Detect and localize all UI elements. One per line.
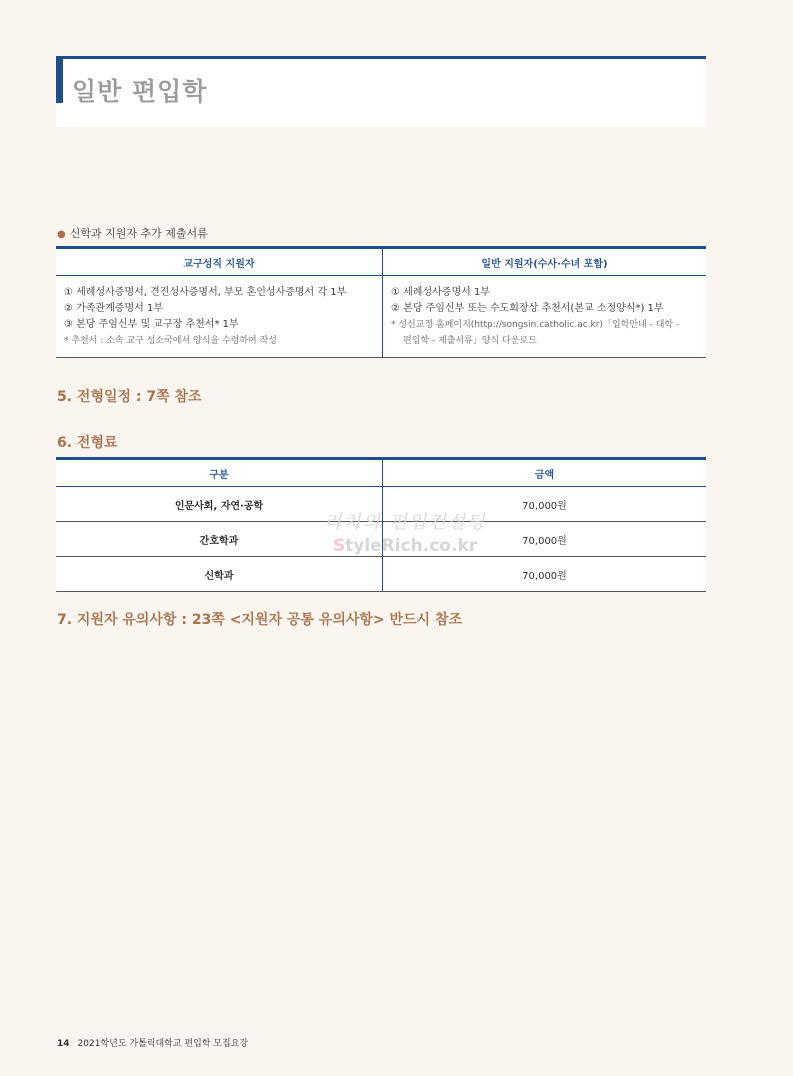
clergy-docs-cell — [56, 276, 383, 358]
table-row — [56, 487, 706, 522]
fee-table — [56, 457, 706, 592]
bullet-icon: ● — [57, 229, 66, 240]
section-6-title: 6. 전형료 — [57, 435, 118, 451]
additional-docs-heading — [57, 225, 208, 241]
column-header-clergy: 교구성직 지원자 — [56, 248, 383, 276]
additional-docs-table — [56, 246, 706, 358]
general-note-line1: * 성신교정 홈페이지(http://songsin.catholic.ac.kr)「입학안내 - 대학 - — [391, 320, 680, 330]
page-number: 14 — [57, 1039, 70, 1049]
footer-text: 2021학년도 가톨릭대학교 편입학 모집요강 — [77, 1039, 249, 1049]
list-item: ① 세례성사증명서, 견진성사증명서, 부모 혼인성사증명서 각 1부 — [64, 287, 347, 298]
watermark-rest: tyleRich.co.kr — [345, 536, 478, 556]
header-accent-bar — [56, 59, 63, 103]
page-footer — [57, 1036, 248, 1049]
fee-category: 인문사회, 자연·공학 — [56, 487, 383, 522]
clergy-note: * 추천서 : 소속 교구 성소국에서 양식을 수령하여 작성 — [64, 336, 277, 346]
general-note-line2: 편입학 - 제출서류」양식 다운로드 — [403, 336, 537, 346]
fee-category: 간호학과 — [56, 522, 383, 557]
list-item: ② 가족관계증명서 1부 — [64, 303, 163, 314]
section-7-title: 7. 지원자 유의사항 : 23쪽 <지원자 공통 유의사항> 반드시 참조 — [57, 612, 462, 628]
column-header-category: 구분 — [56, 459, 383, 487]
page-title: 일반 편입학 — [72, 77, 208, 106]
table-row — [56, 522, 706, 557]
list-item: ③ 본당 주임신부 및 교구장 추천서* 1부 — [64, 319, 239, 330]
column-header-general: 일반 지원자(수사·수녀 포함) — [383, 248, 707, 276]
fee-category: 신학과 — [56, 557, 383, 592]
general-docs-cell — [383, 276, 707, 358]
fee-amount: 70,000원 — [383, 557, 707, 592]
section-5-title: 5. 전형일정 : 7쪽 참조 — [57, 389, 202, 405]
watermark-line1: 리치의 편입컨설팅 — [323, 512, 487, 533]
fee-amount: 70,000원 — [383, 522, 707, 557]
column-header-amount: 금액 — [383, 459, 707, 487]
additional-docs-title: 신학과 지원자 추가 제출서류 — [69, 227, 208, 240]
fee-amount: 70,000원 — [383, 487, 707, 522]
list-item: ② 본당 주임신부 또는 수도회장상 추천서(본교 소정양식*) 1부 — [391, 303, 664, 314]
watermark-s: S — [332, 536, 346, 556]
list-item: ① 세례성사증명서 1부 — [391, 287, 490, 298]
table-row — [56, 557, 706, 592]
